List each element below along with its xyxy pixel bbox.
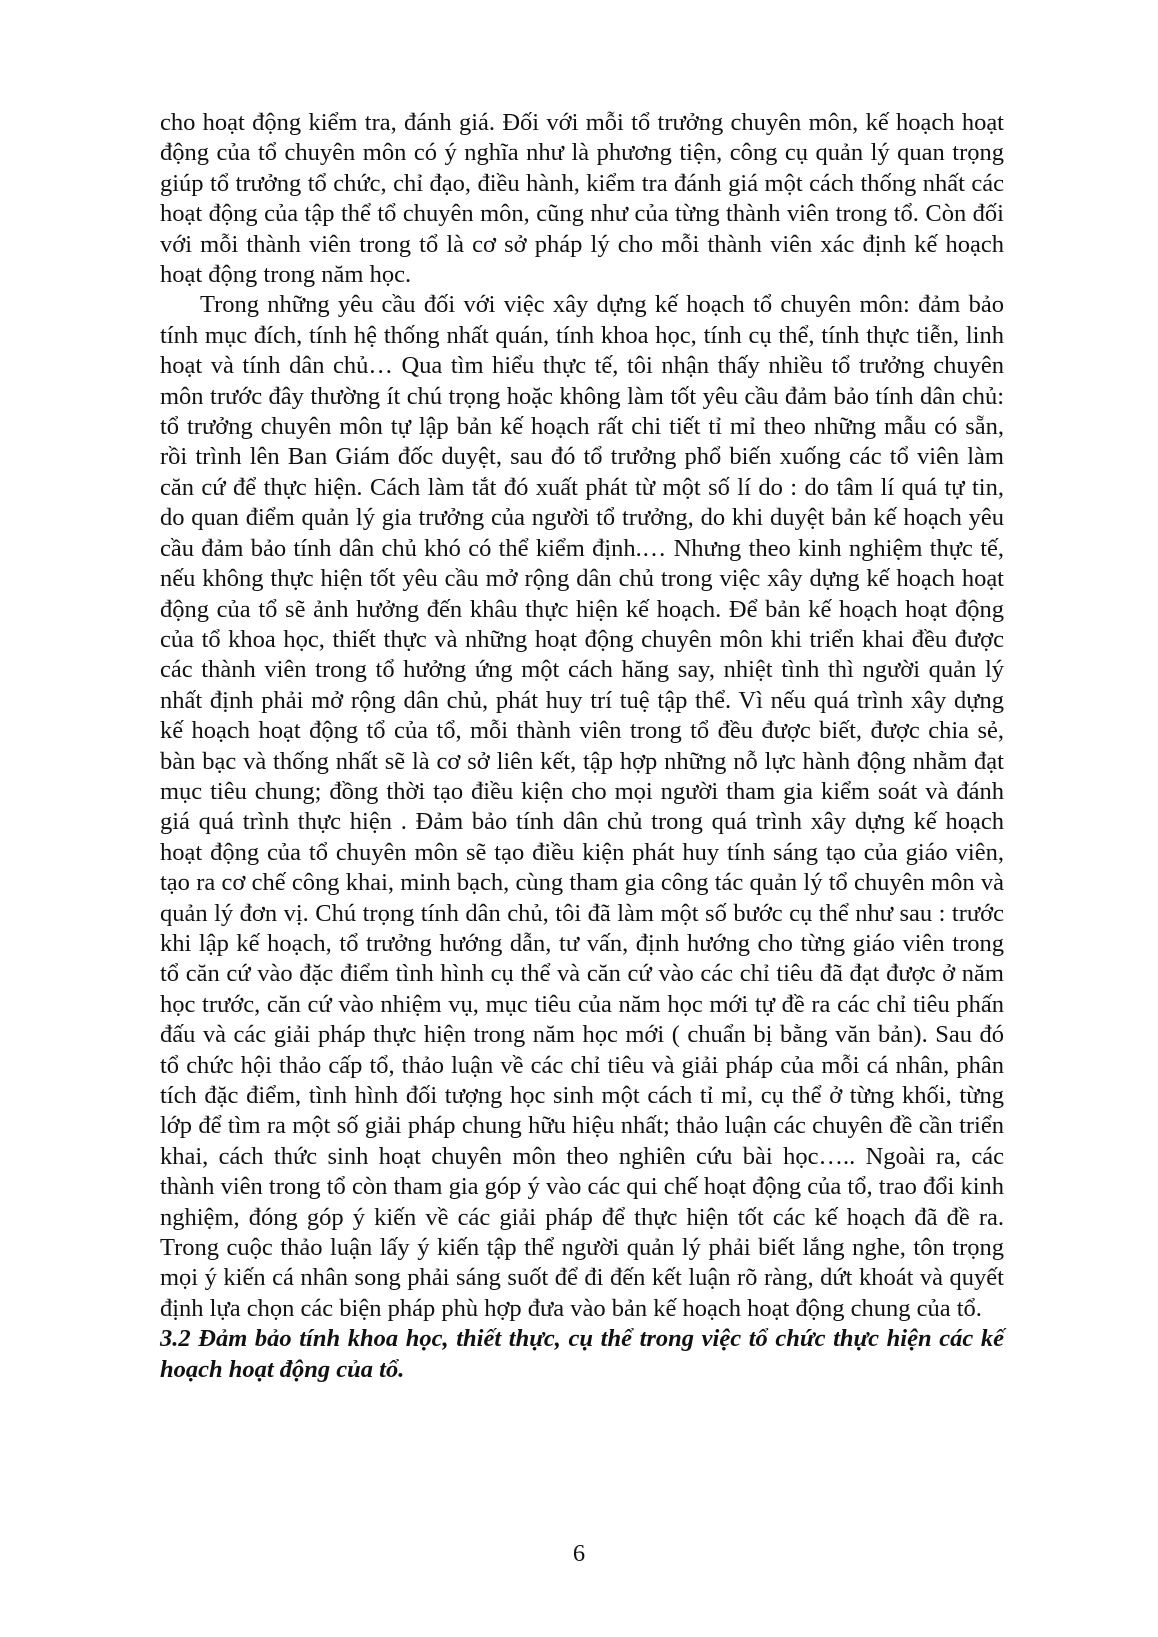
- section-heading: 3.2 Đảm bảo tính khoa học, thiết thực, cụ thể trong việc tổ chức thực hiện các kế hoạch hoạt động của tổ.: [160, 1325, 1004, 1383]
- body-paragraph-1: cho hoạt động kiểm tra, đánh giá. Đối với mỗi tổ trưởng chuyên môn, kế hoạch hoạt động của tổ chuyên môn có ý nghĩa như là phương tiện, công cụ quản lý quan trọng giúp tổ trưởng tổ chức, chỉ đạo, điều hành, kiểm tra đánh giá một cách thống nhất các hoạt động của tập thể tổ chuyên môn, cũng như của từng thành viên trong tổ. Còn đối với mỗi thành viên trong tổ là cơ sở pháp lý cho mỗi thành viên xác định kế hoạch hoạt động trong năm học.: [160, 109, 1004, 289]
- document-page: [160, 108, 1004, 1385]
- body-paragraph-2: Trong những yêu cầu đối với việc xây dựng kế hoạch tổ chuyên môn: đảm bảo tính mục đích, tính hệ thống nhất quán, tính khoa học, tính cụ thể, tính thực tiễn, linh hoạt và tính dân chủ… Qua tìm hiểu thực tế, tôi nhận thấy nhiều tổ trưởng chuyên môn trước đây thường ít chú trọng hoặc không làm tốt yêu cầu đảm bảo tính dân chủ: tổ trưởng chuyên môn tự lập bản kế hoạch rất chi tiết tỉ mỉ theo những mẫu có sẵn, rồi trình lên Ban Giám đốc duyệt, sau đó tổ trưởng phổ biến xuống các tổ viên làm căn cứ để thực hiện. Cách làm tắt đó xuất phát từ một số lí do : do tâm lí quá tự tin, do quan điểm quản lý gia trưởng của người tổ trưởng, do khi duyệt bản kế hoạch yêu cầu đảm bảo tính dân chủ khó có thể kiểm định.… Nhưng theo kinh nghiệm thực tế, nếu không thực hiện tốt yêu cầu mở rộng dân chủ trong việc xây dựng kế hoạch hoạt động của tổ sẽ ảnh hưởng đến khâu thực hiện kế hoạch. Để bản kế hoạch hoạt động của tổ khoa học, thiết thực và những hoạt động chuyên môn khi triển khai đều được các thành viên trong tổ hưởng ứng một cách hăng say, nhiệt tình thì người quản lý nhất định phải mở rộng dân chủ, phát huy trí tuệ tập thể. Vì nếu quá trình xây dựng kế hoạch hoạt động tổ của tổ, mỗi thành viên trong tổ đều được biết, được chia sẻ, bàn bạc và thống nhất sẽ là cơ sở liên kết, tập hợp những nỗ lực hành động nhằm đạt mục tiêu chung; đồng thời tạo điều kiện cho mọi người tham gia kiểm soát và đánh giá quá trình thực hiện . Đảm bảo tính dân chủ trong quá trình xây dựng kế hoạch hoạt động của tổ chuyên môn sẽ tạo điều kiện phát huy tính sáng tạo của giáo viên, tạo ra cơ chế công khai, minh bạch, cùng tham gia công tác quản lý tổ chuyên môn và quản lý đơn vị. Chú trọng tính dân chủ, tôi đã làm một số bước cụ thể như sau : trước khi lập kế hoạch, tổ trưởng hướng dẫn, tư vấn, định hướng cho từng giáo viên trong tổ căn cứ vào đặc điểm tình hình cụ thể và căn cứ vào các chỉ tiêu đã đạt được ở năm học trước, căn cứ vào nhiệm vụ, mục tiêu của năm học mới tự đề ra các chỉ tiêu phấn đấu và các giải pháp thực hiện trong năm học mới ( chuẩn bị bằng văn bản). Sau đó tổ chức hội thảo cấp tổ, thảo luận về các chỉ tiêu và giải pháp của mỗi cá nhân, phân tích đặc điểm, tình hình đối tượng học sinh một cách tỉ mỉ, cụ thể ở từng khối, từng lớp để tìm ra một số giải pháp chung hữu hiệu nhất; thảo luận các chuyên đề cần triển khai, cách thức sinh hoạt chuyên môn theo nghiên cứu bài học….. Ngoài ra, các thành viên trong tổ còn tham gia góp ý vào các qui chế hoạt động của tổ, trao đổi kinh nghiệm, đóng góp ý kiến về các giải pháp để thực hiện tốt các kế hoạch đã đề ra. Trong cuộc thảo luận lấy ý kiến tập thể người quản lý phải biết lắng nghe, tôn trọng mọi ý kiến cá nhân song phải sáng suốt để đi đến kết luận rõ ràng, dứt khoát và quyết định lựa chọn các biện pháp phù hợp đưa vào bản kế hoạch hoạt động chung của tổ.: [160, 291, 1004, 1322]
- page-number: 6: [572, 1540, 586, 1567]
